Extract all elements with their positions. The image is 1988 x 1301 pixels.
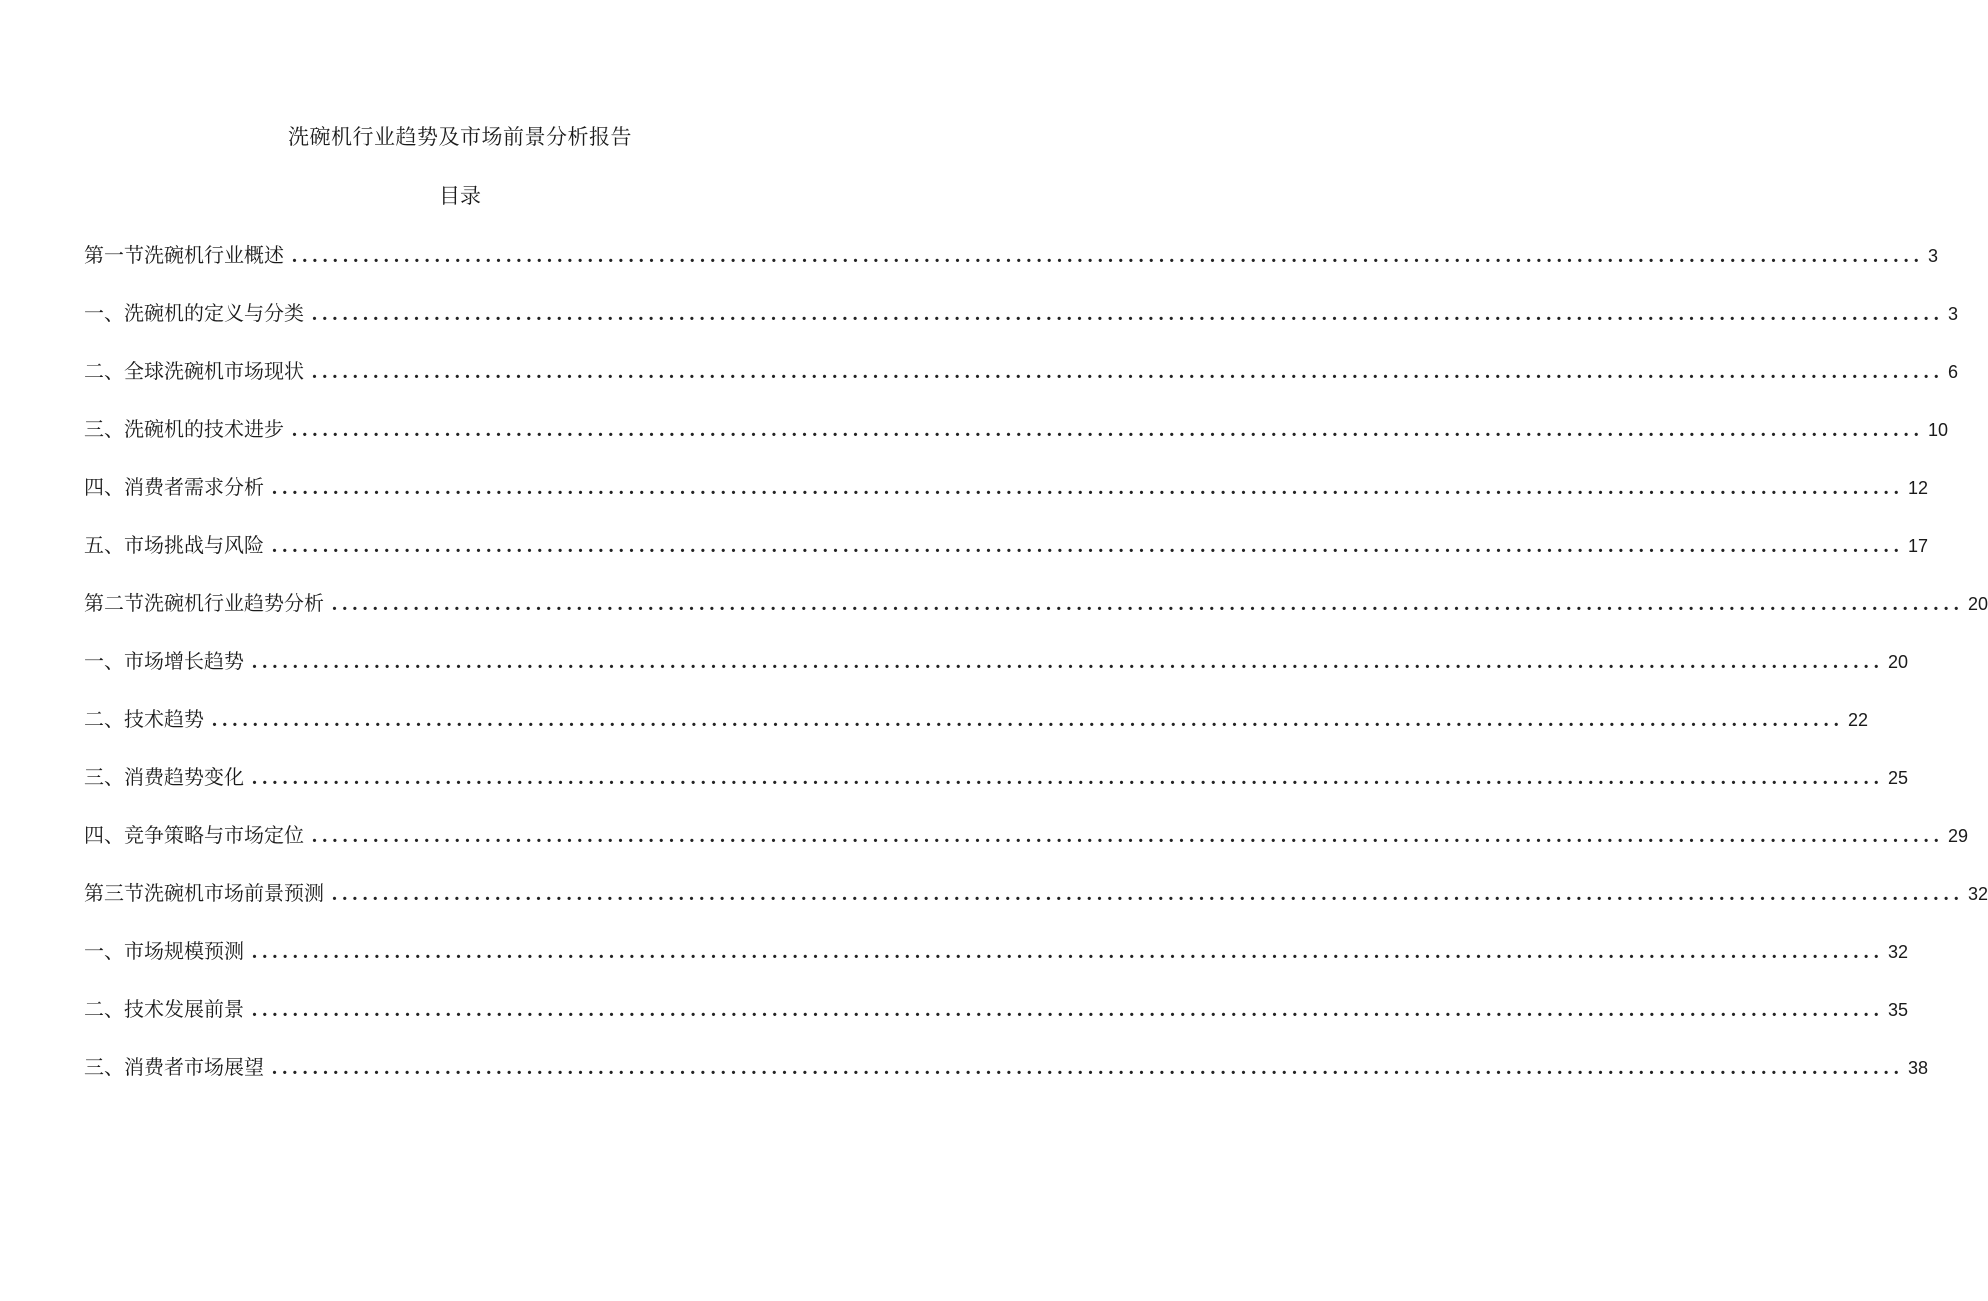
toc-entry[interactable]	[84, 646, 1909, 704]
toc-entry-label: 一、市场规模预测	[84, 939, 244, 963]
toc-entry[interactable]	[84, 356, 1959, 414]
toc-entry-page: 32	[1888, 942, 1909, 962]
toc-entry-page: 29	[1948, 826, 1969, 846]
toc-dot-leader: ................................................................................................................................................................	[252, 767, 1884, 789]
toc-entry[interactable]	[84, 994, 1909, 1052]
toc-entry[interactable]	[84, 936, 1909, 994]
toc-dot-leader: ................................................................................................................................................................	[272, 1057, 1904, 1079]
toc-dot-leader: ................................................................................................................................................................	[252, 941, 1884, 963]
toc-dot-leader: ................................................................................................................................................................	[312, 361, 1944, 383]
toc-entry-label: 三、消费趋势变化	[84, 765, 244, 789]
toc-entry-page: 3	[1928, 246, 1939, 266]
toc-dot-leader: ................................................................................................................................................................	[332, 883, 1964, 905]
toc-entry-label: 四、消费者需求分析	[84, 475, 264, 499]
toc-entry-page: 38	[1908, 1058, 1929, 1078]
toc-dot-leader: ................................................................................................................................................................	[252, 651, 1884, 673]
toc-entry-page: 12	[1908, 478, 1929, 498]
toc-entry-label: 一、市场增长趋势	[84, 649, 244, 673]
toc-entry-label: 四、竞争策略与市场定位	[84, 823, 304, 847]
toc-dot-leader: ................................................................................................................................................................	[292, 419, 1924, 441]
toc-dot-leader: ................................................................................................................................................................	[312, 825, 1944, 847]
document-title: 洗碗机行业趋势及市场前景分析报告	[288, 125, 632, 149]
table-of-contents	[84, 240, 1988, 1110]
toc-entry-label: 第一节洗碗机行业概述	[84, 243, 284, 267]
toc-entry[interactable]	[84, 298, 1959, 356]
toc-entry[interactable]	[84, 820, 1969, 878]
toc-entry-page: 35	[1888, 1000, 1909, 1020]
toc-entry-label: 三、洗碗机的技术进步	[84, 417, 284, 441]
toc-entry-page: 22	[1848, 710, 1869, 730]
toc-heading: 目录	[439, 184, 481, 208]
toc-entry-page: 20	[1968, 594, 1988, 614]
toc-entry-label: 一、洗碗机的定义与分类	[84, 301, 304, 325]
toc-entry[interactable]	[84, 878, 1988, 936]
toc-entry-label: 二、全球洗碗机市场现状	[84, 359, 304, 383]
toc-dot-leader: ................................................................................................................................................................	[252, 999, 1884, 1021]
toc-entry[interactable]	[84, 762, 1909, 820]
toc-entry-page: 17	[1908, 536, 1929, 556]
toc-dot-leader: ................................................................................................................................................................	[312, 303, 1944, 325]
toc-entry[interactable]	[84, 704, 1869, 762]
toc-entry[interactable]	[84, 240, 1939, 298]
toc-entry[interactable]	[84, 588, 1988, 646]
toc-entry-label: 三、消费者市场展望	[84, 1055, 264, 1079]
toc-entry-page: 10	[1928, 420, 1949, 440]
toc-entry[interactable]	[84, 414, 1949, 472]
toc-entry-label: 第三节洗碗机市场前景预测	[84, 881, 324, 905]
toc-entry-label: 五、市场挑战与风险	[84, 533, 264, 557]
toc-dot-leader: ................................................................................................................................................................	[272, 535, 1904, 557]
toc-entry-label: 二、技术趋势	[84, 707, 204, 731]
toc-entry-page: 3	[1948, 304, 1959, 324]
toc-entry-page: 25	[1888, 768, 1909, 788]
toc-entry-page: 20	[1888, 652, 1909, 672]
toc-entry-label: 二、技术发展前景	[84, 997, 244, 1021]
toc-entry-page: 32	[1968, 884, 1988, 904]
toc-entry[interactable]	[84, 530, 1929, 588]
toc-entry[interactable]	[84, 472, 1929, 530]
toc-dot-leader: ................................................................................................................................................................	[292, 245, 1924, 267]
toc-entry-page: 6	[1948, 362, 1959, 382]
toc-dot-leader: ................................................................................................................................................................	[212, 709, 1844, 731]
toc-dot-leader: ................................................................................................................................................................	[272, 477, 1904, 499]
toc-dot-leader: ................................................................................................................................................................	[332, 593, 1964, 615]
toc-entry-label: 第二节洗碗机行业趋势分析	[84, 591, 324, 615]
toc-entry[interactable]	[84, 1052, 1929, 1110]
